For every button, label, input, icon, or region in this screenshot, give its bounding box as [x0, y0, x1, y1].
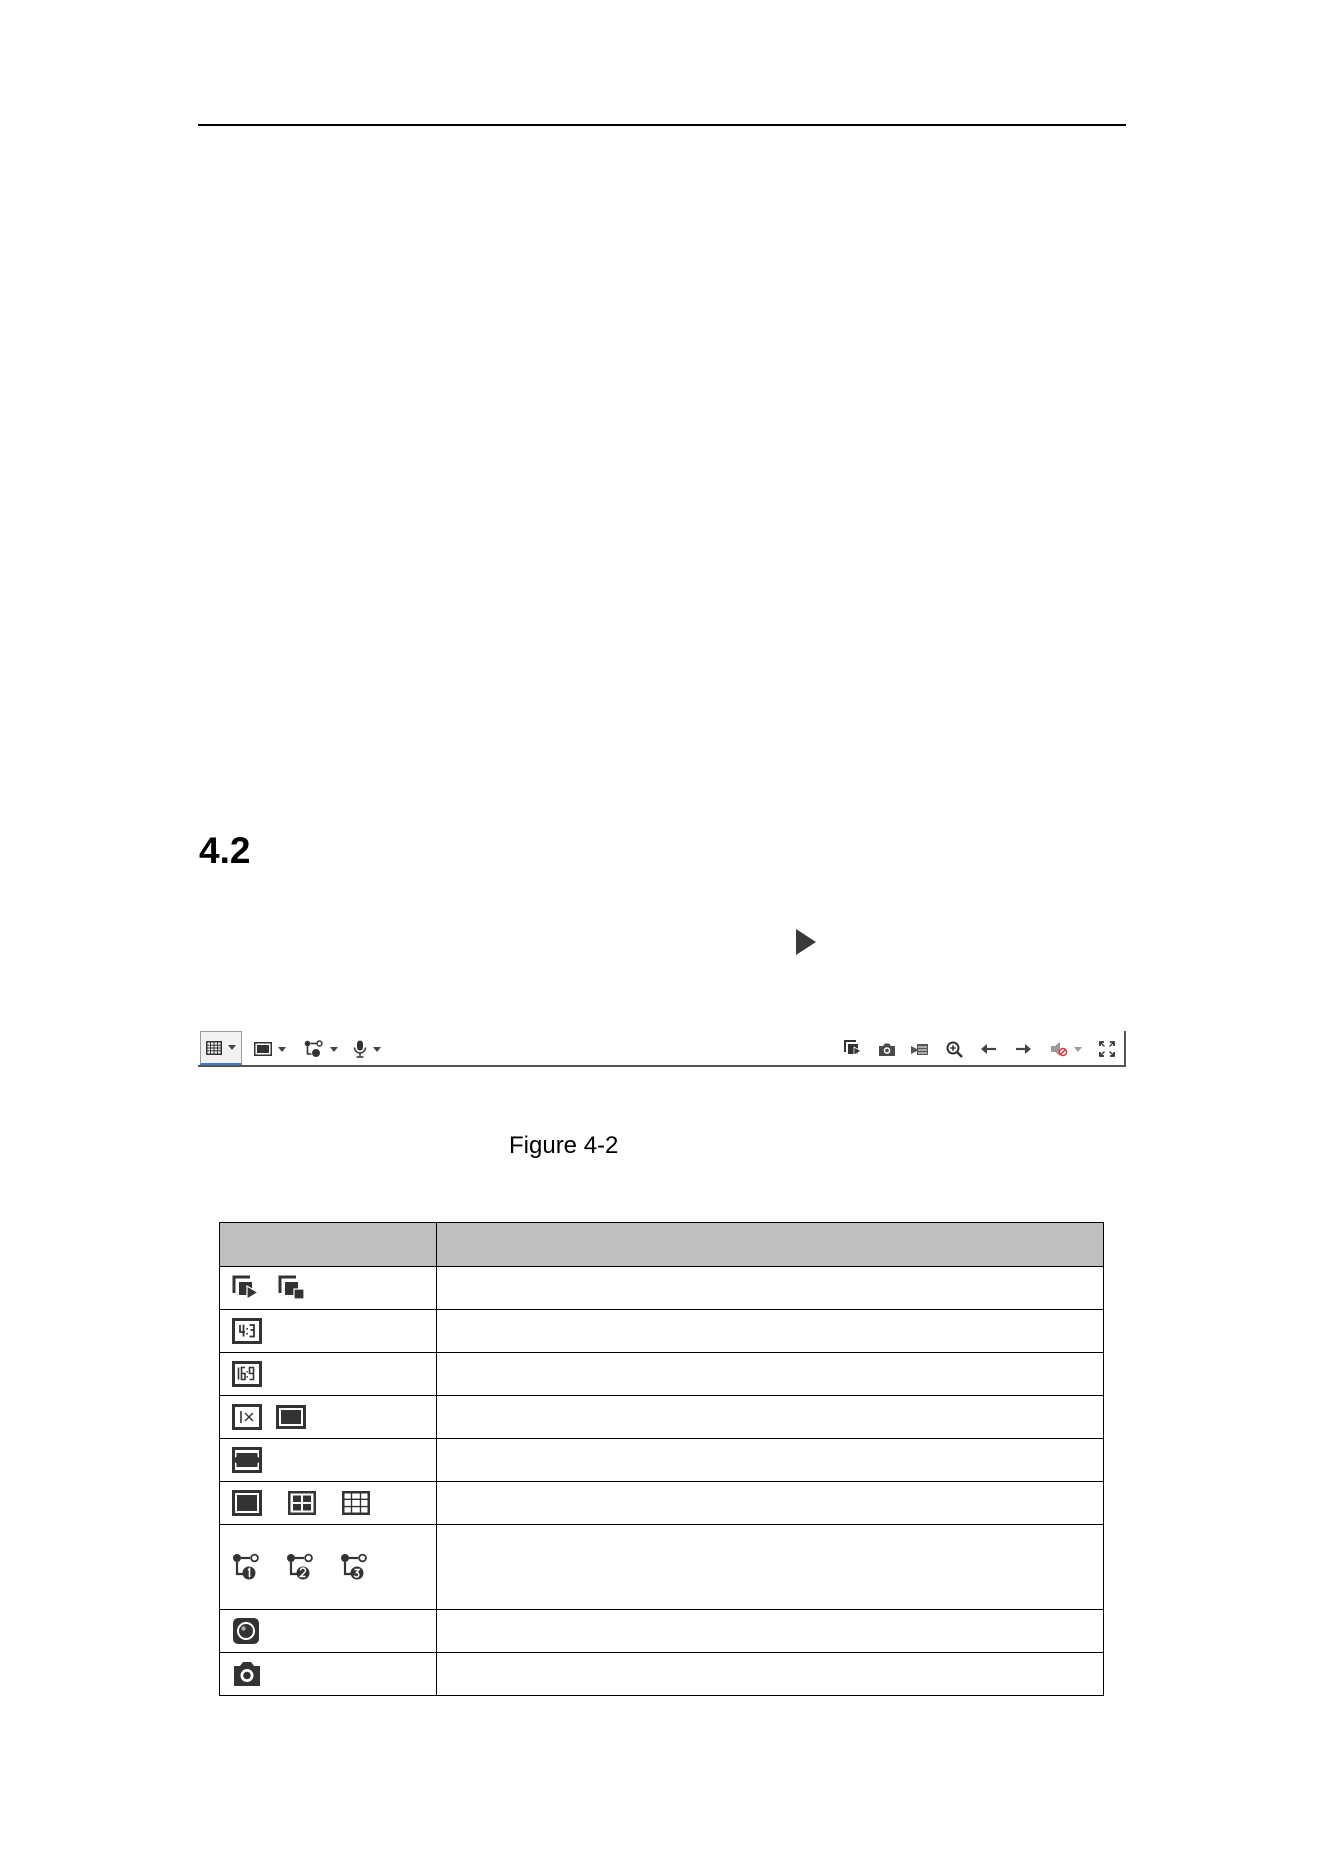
previous-page-button[interactable]	[981, 1031, 997, 1067]
icon-cell	[220, 1353, 437, 1396]
table-header-cell	[437, 1223, 1104, 1267]
icon-cell	[220, 1525, 437, 1610]
description-cell	[437, 1353, 1104, 1396]
record-icon	[911, 1042, 929, 1057]
table-header-row	[220, 1223, 1104, 1267]
icon-cell	[220, 1396, 437, 1439]
plugin-icon	[232, 1617, 260, 1645]
window-size-icon	[276, 1405, 306, 1429]
table-row	[220, 1653, 1104, 1696]
fullscreen-button[interactable]	[1099, 1031, 1115, 1067]
play-icon	[795, 928, 817, 956]
icon-cell	[220, 1653, 437, 1696]
fullscreen-icon	[1099, 1041, 1115, 1057]
icon-cell	[220, 1310, 437, 1353]
description-cell	[437, 1310, 1104, 1353]
stop-all-live-view-icon	[278, 1275, 306, 1301]
chevron-down-icon	[330, 1047, 338, 1052]
start-all-live-view-button[interactable]	[844, 1031, 862, 1067]
aspect-4-3-icon	[232, 1318, 262, 1344]
start-all-live-view-icon	[232, 1275, 260, 1301]
grid-layout-button[interactable]	[200, 1031, 242, 1065]
icon-cell	[220, 1610, 437, 1653]
stream-icon	[304, 1040, 324, 1058]
next-arrow-icon	[1015, 1042, 1031, 1056]
window-icon	[254, 1042, 272, 1056]
table-row	[220, 1267, 1104, 1310]
table-row	[220, 1439, 1104, 1482]
next-page-button[interactable]	[1015, 1031, 1031, 1067]
header-rule	[198, 124, 1126, 126]
table-row	[220, 1525, 1104, 1610]
aspect-16-9-icon	[232, 1361, 262, 1387]
sub-stream-icon	[286, 1553, 314, 1581]
table-row	[220, 1310, 1104, 1353]
window-size-button[interactable]	[254, 1031, 286, 1067]
description-cell	[437, 1525, 1104, 1610]
capture-icon	[232, 1660, 262, 1688]
chevron-down-icon	[228, 1045, 236, 1050]
previous-arrow-icon	[981, 1042, 997, 1056]
stream-button[interactable]	[304, 1031, 338, 1067]
table-row	[220, 1482, 1104, 1525]
original-size-icon	[232, 1404, 262, 1430]
camera-icon	[878, 1042, 896, 1057]
table-row	[220, 1610, 1104, 1653]
audio-muted-icon	[1050, 1041, 1068, 1057]
icon-cell	[220, 1482, 437, 1525]
record-button[interactable]	[911, 1031, 929, 1067]
chevron-down-icon	[278, 1047, 286, 1052]
description-cell	[437, 1482, 1104, 1525]
chevron-down-icon	[373, 1047, 381, 1052]
table-row	[220, 1396, 1104, 1439]
icon-description-table	[219, 1222, 1104, 1696]
capture-button[interactable]	[878, 1031, 896, 1067]
icon-cell	[220, 1267, 437, 1310]
grid-layout-icon	[206, 1041, 222, 1055]
live-view-toolbar	[198, 1031, 1126, 1067]
icon-cell	[220, 1439, 437, 1482]
play-all-icon	[844, 1040, 862, 1058]
single-window-icon	[232, 1490, 262, 1516]
section-number: 4.2	[199, 830, 251, 871]
description-cell	[437, 1653, 1104, 1696]
microphone-button[interactable]	[353, 1031, 381, 1067]
self-adaptive-size-icon	[232, 1447, 262, 1473]
four-window-icon	[288, 1491, 316, 1515]
table-header-cell	[220, 1223, 437, 1267]
zoom-icon	[946, 1041, 963, 1058]
zoom-button[interactable]	[946, 1031, 963, 1067]
description-cell	[437, 1439, 1104, 1482]
figure-caption: Figure 4-2	[509, 1132, 619, 1159]
audio-button[interactable]	[1050, 1031, 1082, 1067]
description-cell	[437, 1267, 1104, 1310]
nine-window-icon	[342, 1491, 370, 1515]
chevron-down-icon	[1074, 1047, 1082, 1052]
microphone-icon	[353, 1040, 367, 1058]
description-cell	[437, 1610, 1104, 1653]
main-stream-icon	[232, 1553, 260, 1581]
table-row	[220, 1353, 1104, 1396]
third-stream-icon	[340, 1553, 368, 1581]
description-cell	[437, 1396, 1104, 1439]
